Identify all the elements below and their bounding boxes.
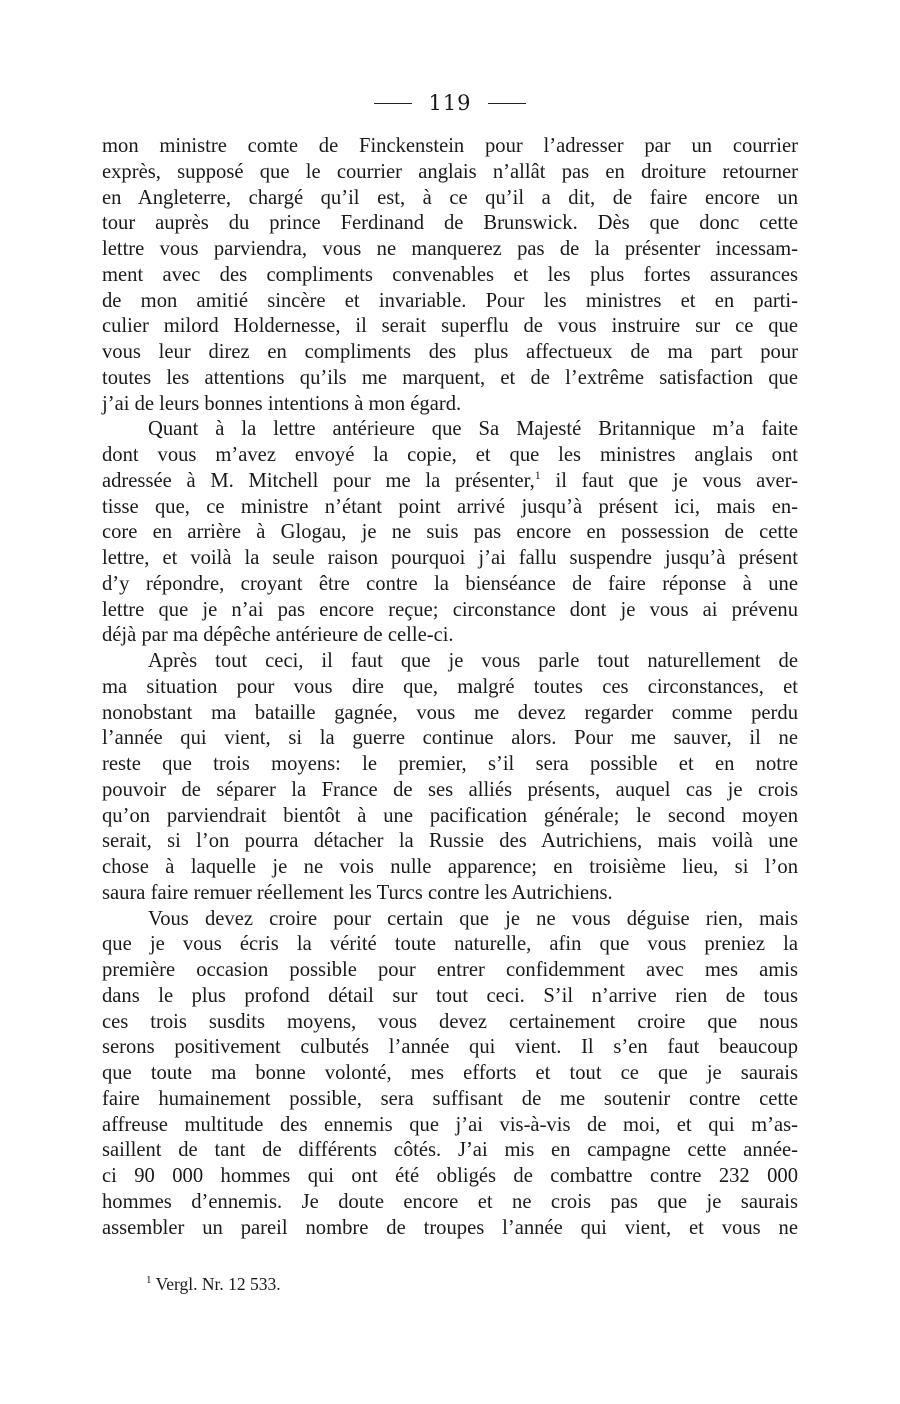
page-header: [0, 88, 900, 118]
paragraph-4: [102, 907, 798, 1242]
text-line: affreuse multitude des ennemis que j’ai vis-à-vis de moi, et qui m’as-: [102, 1113, 798, 1136]
text-line: lettre que je n’ai pas encore reçue; circonstance dont je vous ai prévenu: [102, 598, 798, 621]
text-line: serons positivement culbutés l’année qui vient. Il s’en faut beaucoup: [102, 1036, 798, 1059]
text-line: faire humainement possible, sera suffisant de me soutenir contre cette: [102, 1087, 798, 1110]
text-line: culier milord Holdernesse, il serait superflu de vous instruire sur ce que: [102, 315, 798, 338]
text-line: Vous devez croire pour certain que je ne vous déguise rien, mais: [148, 907, 798, 930]
text-line: en Angleterre, chargé qu’il est, à ce qu’il a dit, de faire encore un: [102, 186, 798, 209]
text-line: serait, si l’on pourra détacher la Russie des Autrichiens, mais voilà une: [102, 830, 798, 853]
text-line: j’ai de leurs bonnes intentions à mon égard.: [102, 392, 462, 415]
text-line: ces trois susdits moyens, vous devez certainement croire que nous: [102, 1010, 798, 1033]
footnote: [146, 1268, 281, 1296]
body-text: [102, 134, 798, 1241]
text-line: vous leur direz en compliments des plus affectueux de ma part pour: [102, 341, 798, 363]
text-line: mon ministre comte de Finckenstein pour l’adresser par un courrier: [102, 135, 798, 157]
footnote-text: Vergl. Nr. 12 533.: [155, 1273, 281, 1294]
page-number: 119: [428, 91, 472, 115]
text-line: que toute ma bonne volonté, mes efforts et tout ce que je saurais: [102, 1062, 798, 1084]
header-rule-right: [488, 103, 526, 104]
text-line: tisse que, ce ministre n’étant point arrivé jusqu’à présent ici, mais en-: [102, 495, 798, 518]
header-rule-left: [374, 103, 412, 104]
text-line: Quant à la lettre antérieure que Sa Majesté Britannique m’a faite: [148, 418, 798, 441]
text-line: Après tout ceci, il faut que je vous parle tout naturellement de: [148, 650, 798, 672]
text-line: nonobstant ma bataille gagnée, vous me devez regarder comme perdu: [102, 701, 798, 724]
text-line: core en arrière à Glogau, je ne suis pas encore en possession de cette: [102, 521, 798, 544]
text-line: reste que trois moyens: le premier, s’il sera possible et en notre: [102, 753, 798, 775]
paragraph-1: [102, 134, 798, 417]
text-line: ci 90 000 hommes qui ont été obligés de combattre contre 232 000: [102, 1165, 798, 1187]
text-line: que je vous écris la vérité toute naturelle, afin que vous preniez la: [102, 933, 798, 956]
footnote-reference[interactable]: 1: [534, 467, 541, 482]
text-line: déjà par ma dépêche antérieure de celle-ci.: [102, 624, 454, 647]
text-line: saura faire remuer réellement les Turcs contre les Autrichiens.: [102, 881, 613, 904]
text-line: dans le plus profond détail sur tout ceci. S’il n’arrive rien de tous: [102, 984, 798, 1007]
text-segment: adressée à M. Mitchell pour me la présenter,: [102, 469, 535, 492]
text-line: lettre, et voilà la seule raison pourquoi j’ai fallu suspendre jusqu’à présent: [102, 547, 798, 569]
text-line: d’y répondre, croyant être contre la bienséance de faire réponse à une: [102, 572, 798, 595]
text-line: exprès, supposé que le courrier anglais n’allât pas en droiture retourner: [102, 160, 798, 183]
text-line: hommes d’ennemis. Je doute encore et ne crois pas que je saurais: [102, 1190, 798, 1213]
paragraph-3: [102, 649, 798, 907]
text-line: lettre vous parviendra, vous ne manquerez pas de la présenter incessam-: [102, 238, 798, 260]
text-line: pouvoir de séparer la France de ses alliés présents, auquel cas je crois: [102, 778, 798, 801]
text-line-with-footnote: [102, 469, 798, 495]
footnote-mark: 1: [146, 1274, 152, 1286]
text-line: de mon amitié sincère et invariable. Pour les ministres et en parti-: [102, 289, 798, 312]
text-line: qu’on parviendrait bientôt à une pacification générale; le second moyen: [102, 804, 798, 827]
text-line: toutes les attentions qu’ils me marquent, et de l’extrême satisfaction que: [102, 366, 798, 389]
text-segment: il faut que je vous aver-: [540, 469, 798, 492]
text-line: ma situation pour vous dire que, malgré toutes ces circonstances, et: [102, 675, 798, 698]
text-line: tour auprès du prince Ferdinand de Brunswick. Dès que donc cette: [102, 212, 798, 235]
paragraph-2: [102, 417, 798, 649]
text-line: chose à laquelle je ne vois nulle apparence; en troisième lieu, si l’on: [102, 856, 798, 878]
text-line: assembler un pareil nombre de troupes l’année qui vient, et vous ne: [102, 1216, 798, 1239]
text-line: saillent de tant de différents côtés. J’ai mis en campagne cette année-: [102, 1139, 798, 1162]
text-line: l’année qui vient, si la guerre continue alors. Pour me sauver, il ne: [102, 727, 798, 750]
text-line: dont vous m’avez envoyé la copie, et que les ministres anglais ont: [102, 444, 798, 466]
text-line: ment avec des compliments convenables et les plus fortes assurances: [102, 263, 798, 286]
text-line: première occasion possible pour entrer confidemment avec mes amis: [102, 959, 798, 981]
